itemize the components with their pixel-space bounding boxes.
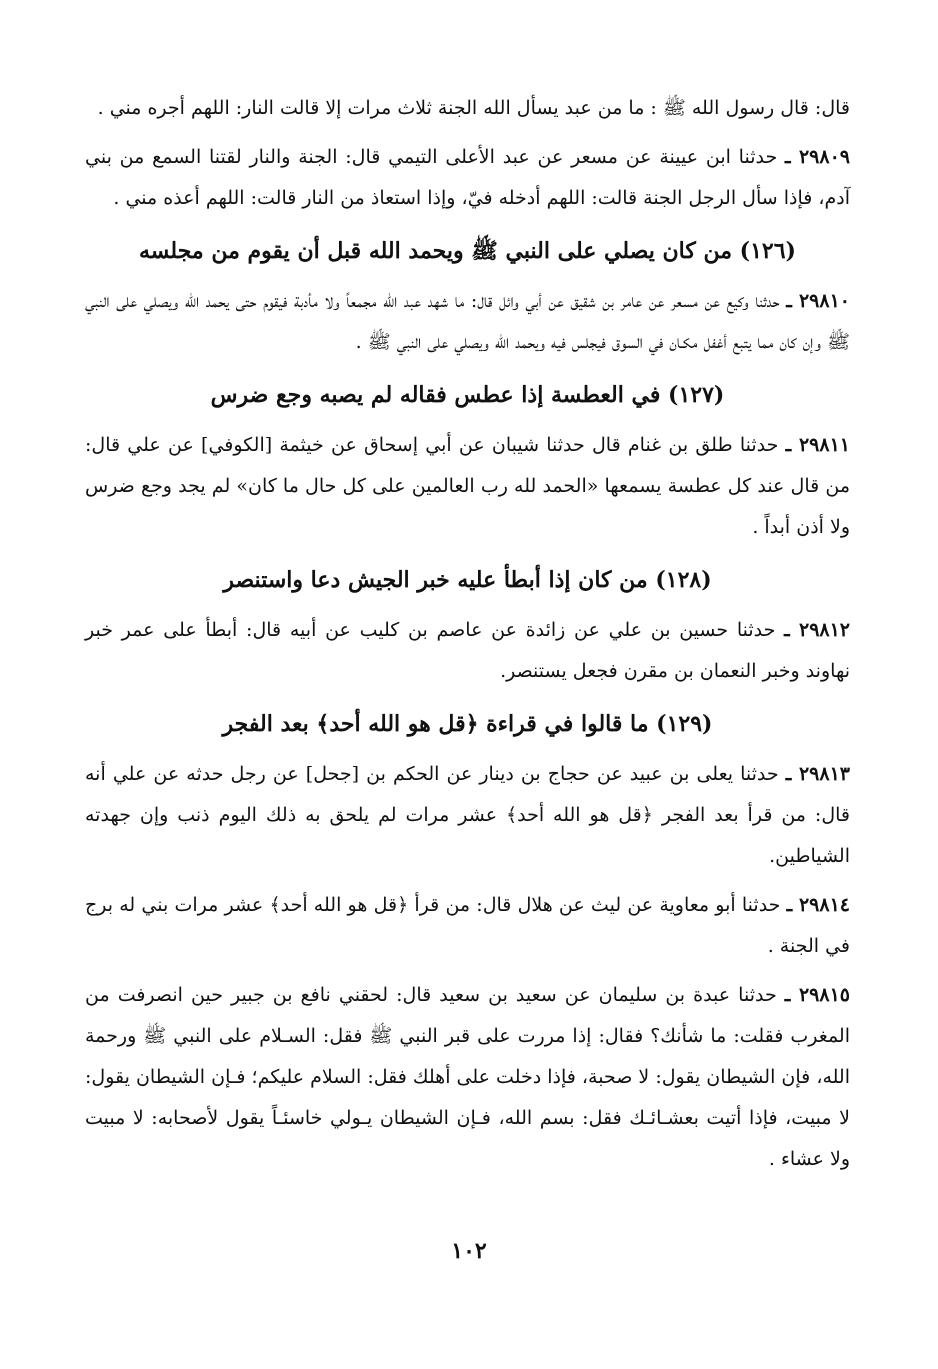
hadith-paragraph	[85, 137, 850, 219]
page-body	[85, 88, 850, 1188]
section-heading: (١٢٧) في العطسة إذا عطس فقاله لم يصبه وجع ضرس	[210, 382, 725, 408]
hadith-paragraph	[85, 88, 850, 129]
hadith-number: ٢٩٨١٥ ـ	[784, 984, 850, 1006]
hadith-number: ٢٩٨٠٩ ـ	[785, 146, 850, 168]
hadith-text: حدثنا طلق بن غنام قال حدثنا شيبان عن أبي إسحاق عن خيثمة [الكوفي] عن علي قال: من قال عند كل عطسة يسمعها «الحمد لله رب العالمين على كل حال ما كان» لم يجد وجع ضرس ولا أذن أبداً .	[85, 434, 850, 538]
hadith-number: ٢٩٨١٤ ـ	[786, 894, 850, 916]
hadith-text: حدثنا يعلى بن عبيد عن حجاج بن دينار عن الحكم بن [جحل] عن رجل حدثه عن علي أنه قال: من قرأ بعد الفجر ﴿قل هو الله أحد﴾ عشر مرات لم يلحق به ذلك اليوم ذنب وإن جهدته الشياطين.	[85, 763, 850, 867]
section-heading: (١٢٨) من كان إذا أبطأ عليه خبر الجيش دعا واستنصر	[223, 567, 712, 593]
hadith-paragraph	[85, 281, 850, 363]
hadith-text: قال: قال رسول الله ﷺ : ما من عبد يسأل الله الجنة ثلاث مرات إلا قالت النار: اللهم أجره مني .	[97, 97, 850, 119]
hadith-paragraph	[85, 754, 850, 877]
hadith-text: حدثنا وكيع عن مسعر عن عامر بن شقيق عن أبي وائل قال: ما شهد عبد الله مجمعاً ولا مأدبة فيقوم حتى يحمد الله ويصلي على النبي ﷺ وإن كان مما يتبع أغفل مكـان في السوق فيجلس فيه ويحمد الله ويصلي على النبي ﷺ .	[85, 290, 850, 353]
hadith-number: ٢٩٨١٠ ـ	[786, 290, 850, 312]
hadith-paragraph	[85, 425, 850, 548]
section-heading: (١٢٩) ما قالوا في قراءة ﴿قل هو الله أحد﴾ بعد الفجر	[222, 711, 713, 737]
hadith-number: ٢٩٨١٣ ـ	[785, 763, 850, 785]
hadith-text: حدثنا عبدة بن سليمان عن سعيد بن سعيد قال: لحقني نافع بن جبير حين انصرفت من المغرب فقلت: ما شأنك؟ فقال: إذا مررت على قبر النبي ﷺ فقل: السـلام على النبي ﷺ ورحمة الله، فإن الشيطان يقول: لا صحبة، فإذا دخلت على أهلك فقل: السلام عليكم؛ فـإن الشيطان يقول: لا مبيت، فإذا أتيت بعشـائـك فقل: بسم الله، فـإن الشيطان يـولي خاسئـاً يقول لأصحابه: لا مبيت ولا عشاء .	[85, 984, 850, 1170]
hadith-number: ٢٩٨١٢ ـ	[784, 619, 851, 641]
hadith-text: حدثنا حسين بن علي عن زائدة عن عاصم بن كليب عن أبيه قال: أبطأ على عمر خبر نهاوند وخبر النعمان بن مقرن فجعل يستنصر.	[85, 619, 850, 682]
page-number: ١٠٢	[451, 1238, 487, 1264]
hadith-paragraph	[85, 885, 850, 967]
hadith-text: حدثنا أبو معاوية عن ليث عن هلال قال: من قرأ ﴿قل هو الله أحد﴾ عشر مرات بني له برج في الجنة .	[85, 894, 850, 957]
section-heading: (١٢٦) من كان يصلي على النبي ﷺ ويحمد الله قبل أن يقوم من مجلسه	[139, 238, 796, 264]
hadith-text: حدثنا ابن عيينة عن مسعر عن عبد الأعلى التيمي قال: الجنة والنار لقتنا السمع من بني آدم، فإذا سأل الرجل الجنة قالت: اللهم أدخله فيّ، وإذا استعاذ من النار قالت: اللهم أعذه مني .	[85, 146, 850, 209]
hadith-paragraph	[85, 975, 850, 1180]
hadith-paragraph	[85, 610, 850, 692]
hadith-number: ٢٩٨١١ ـ	[785, 434, 850, 456]
